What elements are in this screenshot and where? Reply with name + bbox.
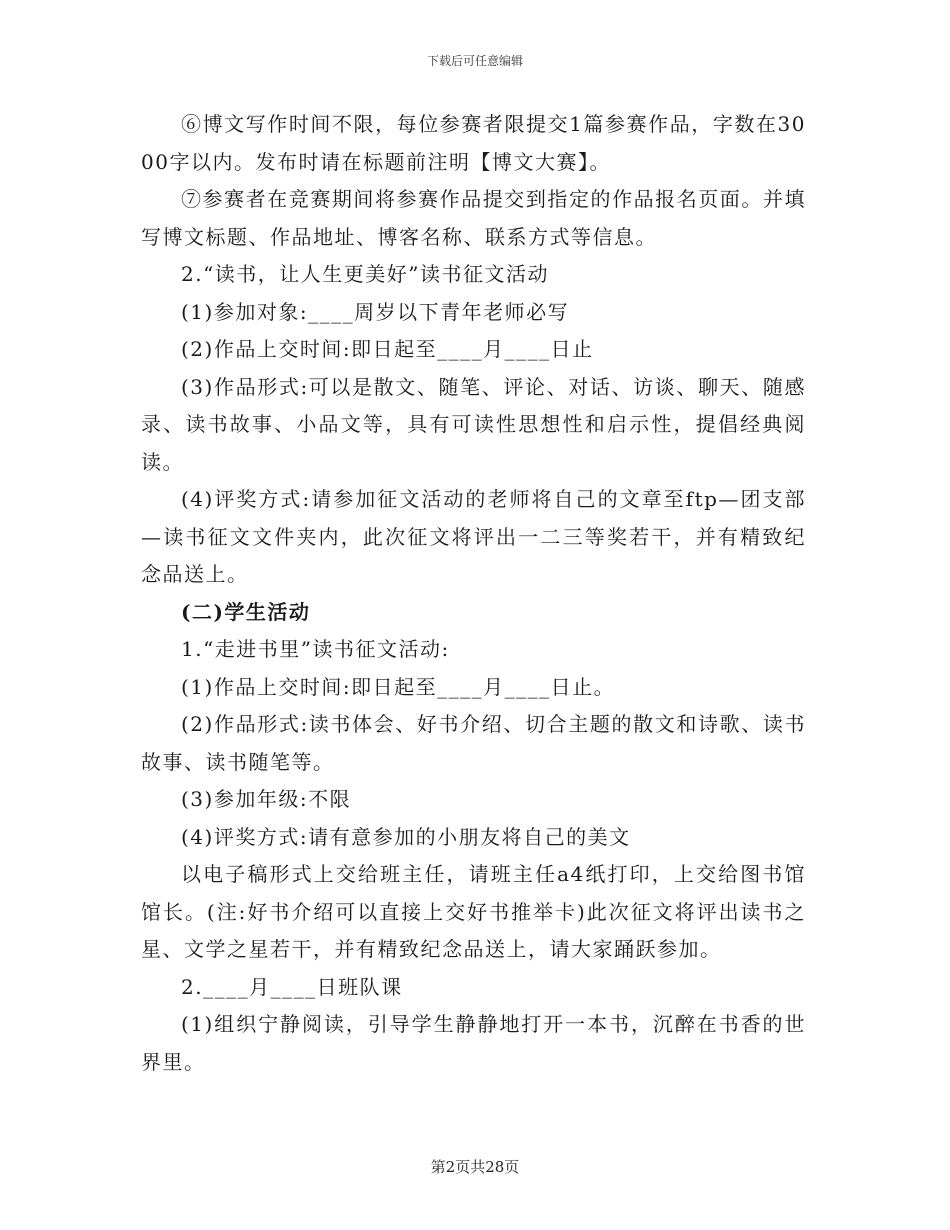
page-footer: 第2页共28页 [430, 1158, 520, 1176]
paragraph-student-work-form: (2)作品形式:读书体会、好书介绍、切合主题的散文和诗歌、读书故事、读书随笔等。 [141, 712, 806, 774]
paragraph-student-submission-time: (1)作品上交时间:即日起至____月____日止。 [181, 674, 616, 699]
page-header: 下载后可任意编辑 [426, 54, 523, 68]
paragraph-participants: (1)参加对象:____周岁以下青年老师必写 [181, 299, 570, 324]
paragraph-blog-rules-6: ⑥博文写作时间不限，每位参赛者限提交1篇参赛作品，字数在3000字以内。发布时请在标题前注明【博文大赛】。 [141, 112, 806, 174]
paragraph-submission-time: (2)作品上交时间:即日起至____月____日止 [181, 337, 594, 361]
heading-class-meeting: 2.____月____日班队课 [181, 974, 403, 999]
heading-student-activities: (二)学生活动 [181, 599, 311, 624]
paragraph-student-award-method: (4)评奖方式:请有意参加的小朋友将自己的美文 [181, 824, 631, 849]
document-body [141, 106, 806, 1081]
paragraph-submission-instructions: 以电子稿形式上交给班主任，请班主任a4纸打印，上交给图书馆馆长。(注:好书介绍可以直接上交好书推举卡)此次征文将评出读书之星、文学之星若干，并有精致纪念品送上，请大家踊跃参加。 [141, 862, 806, 961]
paragraph-quiet-reading: (1)组织宁静阅读，引导学生静静地打开一本书，沉醉在书香的世界里。 [141, 1012, 806, 1074]
heading-teacher-essay-activity: 2.“读书，让人生更美好”读书征文活动 [181, 262, 550, 286]
paragraph-blog-rules-7: ⑦参赛者在竞赛期间将参赛作品提交到指定的作品报名页面。并填写博文标题、作品地址、博客名称、联系方式等信息。 [141, 187, 806, 249]
heading-student-essay-activity: 1.“走进书里”读书征文活动: [181, 637, 450, 661]
paragraph-award-method: (4)评奖方式:请参加征文活动的老师将自己的文章至ftp—团支部—读书征文文件夹内，此次征文将评出一二三等奖若干，并有精致纪念品送上。 [141, 487, 806, 586]
paragraph-grade-level: (3)参加年级:不限 [181, 787, 352, 811]
paragraph-work-form: (3)作品形式:可以是散文、随笔、评论、对话、访谈、聊天、随感录、读书故事、小品文等，具有可读性思想性和启示性，提倡经典阅读。 [141, 374, 806, 474]
